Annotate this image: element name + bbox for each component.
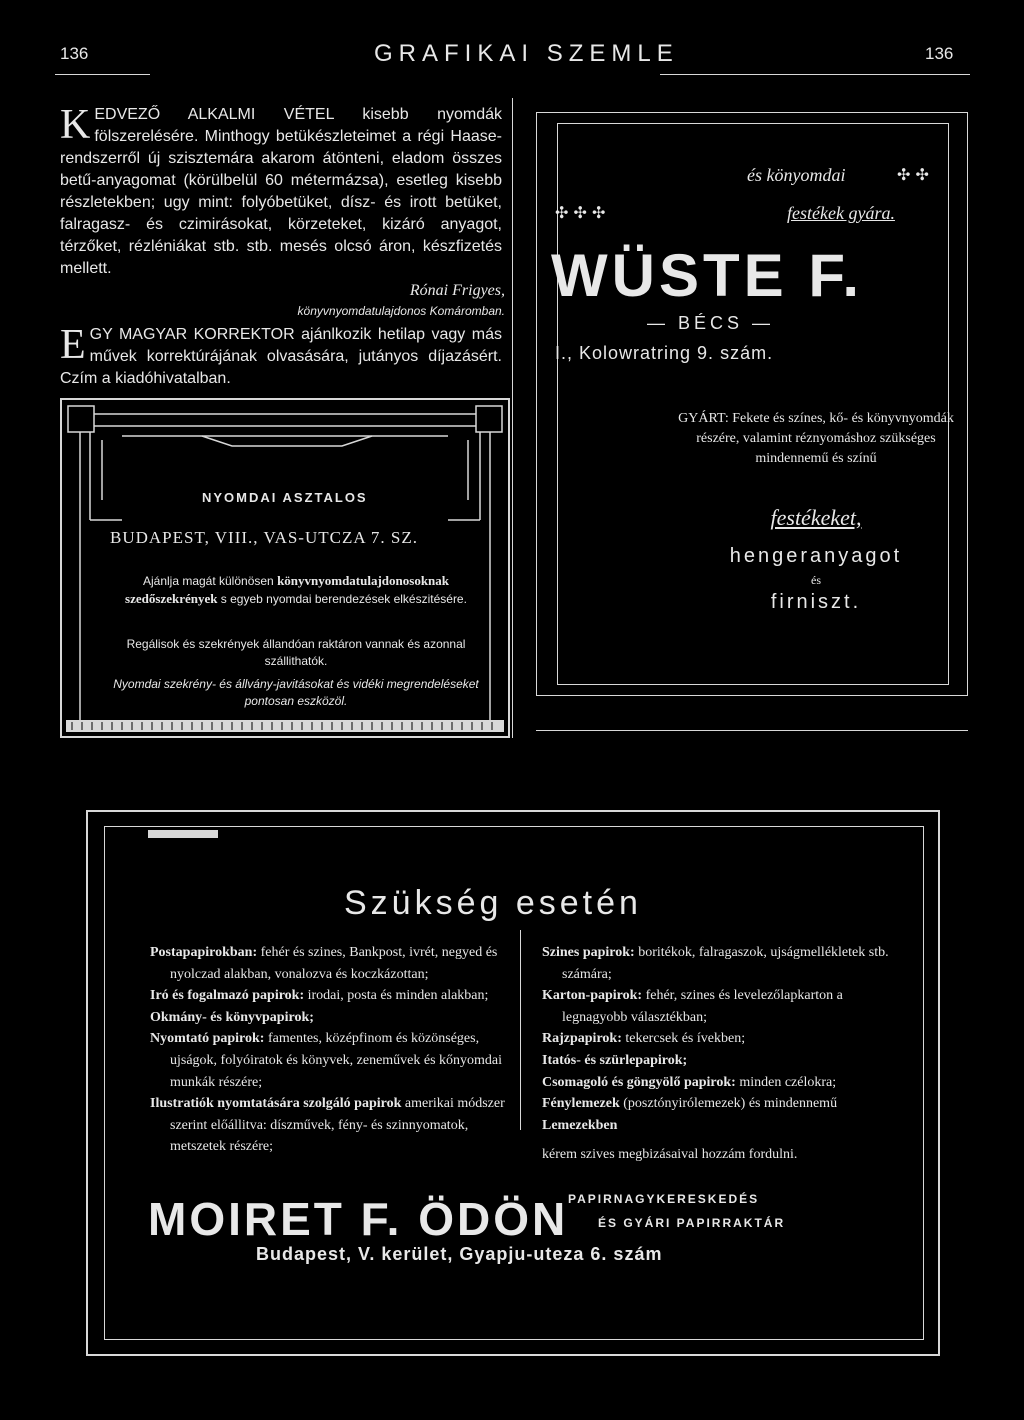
offer-text-end: s egyeb nyomdai berendezések elkészitésére. [217, 592, 467, 606]
list-item [542, 1115, 898, 1137]
item-label: Nyomtató papirok: [150, 1031, 265, 1047]
item-label: Csomagoló és göngyölő papirok: [542, 1074, 736, 1090]
business-name: NYOMDAI ASZTALOS [202, 490, 368, 505]
item-text: kérem szives megbizásaival hozzám fordulni. [542, 1147, 798, 1163]
list-item [542, 1050, 898, 1072]
brand-sub1: PAPIRNAGYKERESKEDÉS [568, 1192, 760, 1206]
headline: Szükség esetén [344, 884, 642, 922]
moiret-address: Budapest, V. kerület, Gyapju-uteza 6. szám [256, 1244, 663, 1264]
item-label: Postapapirokban: [150, 945, 258, 960]
flourish-icon: ✣ ✣ [897, 165, 929, 184]
list-item [150, 1007, 506, 1029]
repair-text: Nyomdai szekrény- és állvány-javitásokat és vidéki megrendeléseket pontosan eszközöl. [113, 677, 479, 708]
wuste-brand: WÜSTE F. [551, 242, 863, 309]
list-item [542, 1072, 898, 1094]
item-label: Rajzpapirok: [542, 1031, 622, 1047]
item-text: minden czélokra; [735, 1074, 837, 1090]
item-label: Fénylemezek [542, 1096, 620, 1112]
product-varnish: firniszt. [770, 591, 862, 613]
item-text: fehér, szines és levelezőlapkarton a legnagyobb választékban; [562, 988, 843, 1025]
flourish-icon: ✣ ✣ ✣ [555, 203, 606, 222]
product-rollers: hengeranyagot [729, 545, 903, 567]
item-label: Itatós- és szürlepapirok; [542, 1052, 688, 1068]
slogan-line1: és könyomdai [747, 165, 846, 185]
item-text: boritékok, falragaszok, ujságmellékletek stb. számára; [562, 945, 889, 982]
ad-text: EDVEZŐ ALKALMI VÉTEL kisebb nyomdák fölszerelésére. Minthogy betükészleteimet a régi Haase-rendszerről új szisztemára akarom átönteni, eladom összes betű-anyagomat (körülbelül 60 métermázsa), esetleg kisebb részletekben; ugy mint: folyóbetüket, dísz- és irott betüket, falragasz- és czimirásokat, körzeteket, kizáró anyagot, térzőket, rézléniákat stb. stb. mesés olcsó áron, készfizetés mellett. [60, 106, 502, 277]
column-divider [520, 930, 521, 1130]
item-label: Ilustratiók nyomtatására szolgáló papirok [150, 1096, 402, 1112]
wuste-address: I., Kolowratring 9. szám. [555, 343, 774, 363]
item-label: Okmány- és könyvpapirok; [150, 1009, 314, 1025]
list-item [150, 1028, 506, 1093]
city: — BÉCS — [647, 313, 775, 333]
ad-text: GY MAGYAR KORREKTOR ajánlkozik hetilap vagy más művek korrektúrájának olvasására, jutányos díjazásért. Czím a kiadóhivatalban. [60, 326, 502, 387]
item-label: Iró és fogalmazó papirok: [150, 988, 305, 1004]
offer-text [106, 572, 486, 608]
right-column [542, 942, 898, 1166]
item-label: Lemezekben [542, 1117, 618, 1133]
journal-title: GRAFIKAI SZEMLE [374, 40, 679, 67]
product-desc: GYÁRT: Fekete és színes, kő- és könyvnyomdák részére, valamint réznyomáshoz szükséges mindennemű és színű [678, 411, 954, 466]
signature-name: Rónai Frigyes, [409, 282, 505, 299]
list-item [150, 942, 506, 985]
product-inks: festékeket, [770, 505, 862, 530]
list-item [542, 1028, 898, 1050]
dropcap: K [60, 102, 91, 148]
list-item [542, 985, 898, 1028]
page-number-right: 136 [925, 44, 954, 63]
ad-moiret-frame [86, 810, 940, 1356]
offer-text-bold: könyvnyomdatulajdonosoknak szedőszekrények [125, 573, 450, 606]
item-text: irodai, posta és minden alakban; [304, 988, 489, 1004]
ad-carpenter-frame [60, 398, 510, 738]
dropcap: E [60, 322, 86, 368]
ornament-bar [148, 830, 218, 838]
item-text: tekercsek és ívekben; [621, 1031, 746, 1047]
page-number-left: 136 [60, 44, 89, 63]
item-text: amerikai módszer szerint előállitva: díszművek, fény- és szinnyomatok, metszetek részére; [170, 1096, 505, 1155]
header-rule-right [660, 74, 970, 75]
business-address: BUDAPEST, VIII., VAS-UTCZA 7. SZ. [110, 528, 419, 547]
item-label: Karton-papirok: [542, 988, 643, 1004]
ad-proofreader [60, 324, 502, 390]
slogan-line2: festékek gyára. [787, 203, 895, 223]
stock-text: Regálisok és szekrények állandóan raktáron vannak és azonnal szállithatók. [126, 637, 466, 668]
item-text: fehér és szines, Bankpost, ivrét, negyed és nyolczad alakban, vonalozva és koczkázottan; [170, 945, 498, 982]
list-item [542, 1093, 898, 1115]
item-text: famentes, középfinom és közönséges, ujságok, folyóiratok és könyvek, zeneművek és kőnyomdai munkák részére; [170, 1031, 503, 1090]
ad-wuste-frame [536, 112, 968, 696]
header-rule-left [55, 74, 150, 75]
list-item [542, 1144, 898, 1166]
moiret-brand: MOIRET F. ÖDÖN [148, 1193, 569, 1245]
item-label: Szines papirok: [542, 945, 635, 960]
item-text: (posztónyirólemezek) és mindennemű [619, 1096, 838, 1112]
city-name: BÉCS [678, 313, 744, 333]
brand-sub2: ÉS GYÁRI PAPIRRAKTÁR [598, 1216, 786, 1230]
list-item [150, 985, 506, 1007]
left-column [150, 942, 506, 1158]
column-divider [512, 98, 513, 738]
ad-used-type-sale [60, 104, 502, 280]
list-item [150, 1093, 506, 1158]
ad-wuste-base-rule [536, 730, 968, 731]
list-item [542, 942, 898, 985]
conjunction: és [811, 573, 821, 587]
offer-text-start: Ajánlja magát különösen [142, 574, 278, 588]
signature-role: könyvnyomdatulajdonos Komáromban. [297, 304, 505, 318]
